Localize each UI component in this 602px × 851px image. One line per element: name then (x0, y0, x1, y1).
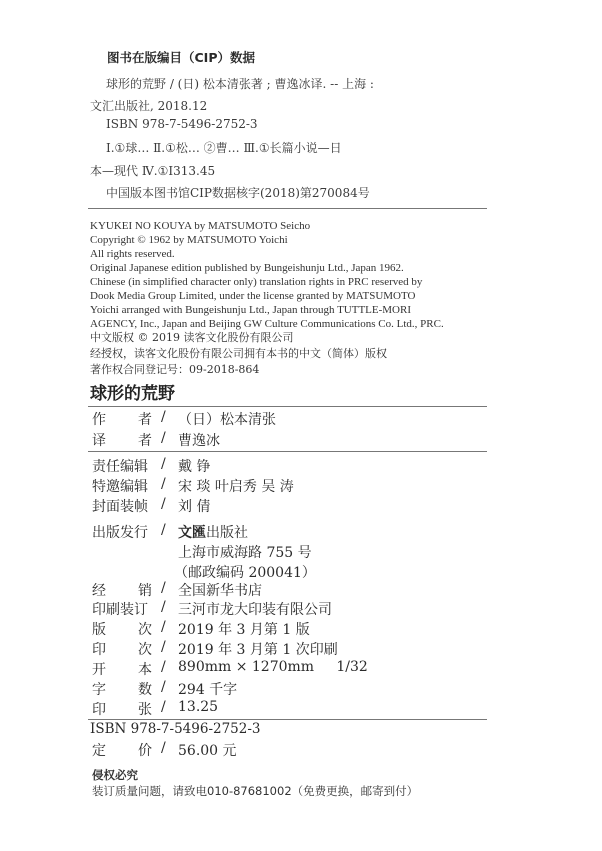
copyright-cn-2: 经授权，读客文化股份有限公司拥有本书的中文（简体）版权 (90, 347, 387, 360)
divider-top (88, 208, 487, 209)
separator: / (161, 476, 166, 492)
format-value: 890mm × 1270mm 1/32 (178, 659, 368, 675)
printer-value: 三河市龙大印装有限公司 (178, 602, 332, 618)
copyright-en-line: Dook Media Group Limited, under the license granted by MATSUMOTO (90, 290, 416, 302)
copyright-en-line: Yoichi arranged with Bungeishunju Ltd., Japan through TUTTLE-MORI (90, 304, 411, 316)
divider-credits (88, 451, 487, 452)
publisher-logo: 文匯 (178, 525, 206, 541)
copyright-en-line: All rights reserved. (90, 248, 175, 260)
separator: / (161, 456, 166, 472)
divider-bottom (88, 719, 487, 720)
separator: / (161, 740, 166, 756)
separator: / (161, 699, 166, 715)
separator: / (161, 659, 166, 675)
separator: / (161, 496, 166, 512)
editor-value: 戴 铮 (178, 459, 211, 475)
words-value: 294 千字 (178, 682, 238, 698)
distributor-label: 经 销 (92, 583, 152, 599)
author-label: 作 者 (92, 412, 152, 428)
copyright-en-line: Chinese (in simplified character only) translation rights in PRC reserved by (90, 276, 423, 288)
copyright-en-line: AGENCY, Inc., Japan and Beijing GW Culture Communications Co. Ltd., PRC. (90, 318, 444, 330)
edition-label: 版 次 (92, 622, 152, 638)
cip-line-5: 本—现代 Ⅳ.①I313.45 (90, 164, 216, 178)
publisher-postcode: （邮政编码 200041） (174, 565, 316, 581)
isbn: ISBN 978-7-5496-2752-3 (90, 721, 261, 737)
copyright-en-line: Copyright © 1962 by MATSUMOTO Yoichi (90, 234, 288, 246)
sheets-label: 印 张 (92, 702, 152, 718)
price-value: 56.00 元 (178, 743, 237, 759)
price-label: 定 价 (92, 743, 152, 759)
words-label: 字 数 (92, 682, 152, 698)
separator: / (161, 522, 166, 538)
rights-notice: 装订质量问题，请致电010-87681002（免费更换，邮寄到付） (92, 784, 419, 798)
book-title: 球形的荒野 (90, 384, 175, 404)
cip-heading: 图书在版编目（CIP）数据 (107, 50, 255, 65)
printer-label: 印刷装订 (92, 602, 148, 618)
copyright-en-line: Original Japanese edition published by Bungeishunju Ltd., Japan 1962. (90, 262, 404, 274)
separator: / (161, 599, 166, 615)
publisher-value (178, 522, 248, 542)
cip-line-3: ISBN 978-7-5496-2752-3 (106, 117, 258, 131)
separator: / (161, 619, 166, 635)
translator-label: 译 者 (92, 433, 152, 449)
separator: / (161, 430, 166, 446)
cip-line-4: Ⅰ.①球… Ⅱ.①松… ②曹… Ⅲ.①长篇小说—日 (106, 141, 342, 155)
author-value: （日）松本清张 (178, 412, 276, 428)
separator: / (161, 639, 166, 655)
cip-line-1: 球形的荒野 / (日) 松本清张著 ; 曹逸冰译. -- 上海 : (106, 77, 374, 91)
editor-label: 责任编辑 (92, 459, 148, 475)
special-editors-value: 宋 琰 叶启秀 吴 涛 (178, 479, 294, 495)
separator: / (161, 679, 166, 695)
translator-value: 曹逸冰 (178, 433, 220, 449)
publisher-label: 出版发行 (92, 525, 148, 541)
copyright-en-line: KYUKEI NO KOUYA by MATSUMOTO Seicho (90, 220, 311, 232)
rights-heading: 侵权必究 (92, 768, 138, 782)
cover-value: 刘 倩 (178, 499, 211, 515)
format-label: 开 本 (92, 662, 152, 678)
divider-title (88, 406, 487, 407)
separator: / (161, 580, 166, 596)
publisher-suffix: 出版社 (206, 525, 248, 541)
copyright-cn-1: 中文版权 © 2019 读客文化股份有限公司 (90, 331, 294, 344)
cip-line-6: 中国版本图书馆CIP数据核字(2018)第270084号 (106, 186, 370, 200)
copyright-cn-3: 著作权合同登记号：09-2018-864 (90, 363, 260, 376)
cip-line-2: 文汇出版社, 2018.12 (90, 99, 208, 113)
copyright-en-block (90, 219, 444, 331)
sheets-value: 13.25 (178, 699, 219, 715)
printing-value: 2019 年 3 月第 1 次印刷 (178, 642, 338, 658)
separator: / (161, 409, 166, 425)
special-editor-label: 特邀编辑 (92, 479, 148, 495)
publisher-address: 上海市威海路 755 号 (178, 545, 312, 561)
edition-value: 2019 年 3 月第 1 版 (178, 622, 310, 638)
cover-label: 封面装帧 (92, 499, 148, 515)
printing-label: 印 次 (92, 642, 152, 658)
distributor-value: 全国新华书店 (178, 583, 262, 599)
